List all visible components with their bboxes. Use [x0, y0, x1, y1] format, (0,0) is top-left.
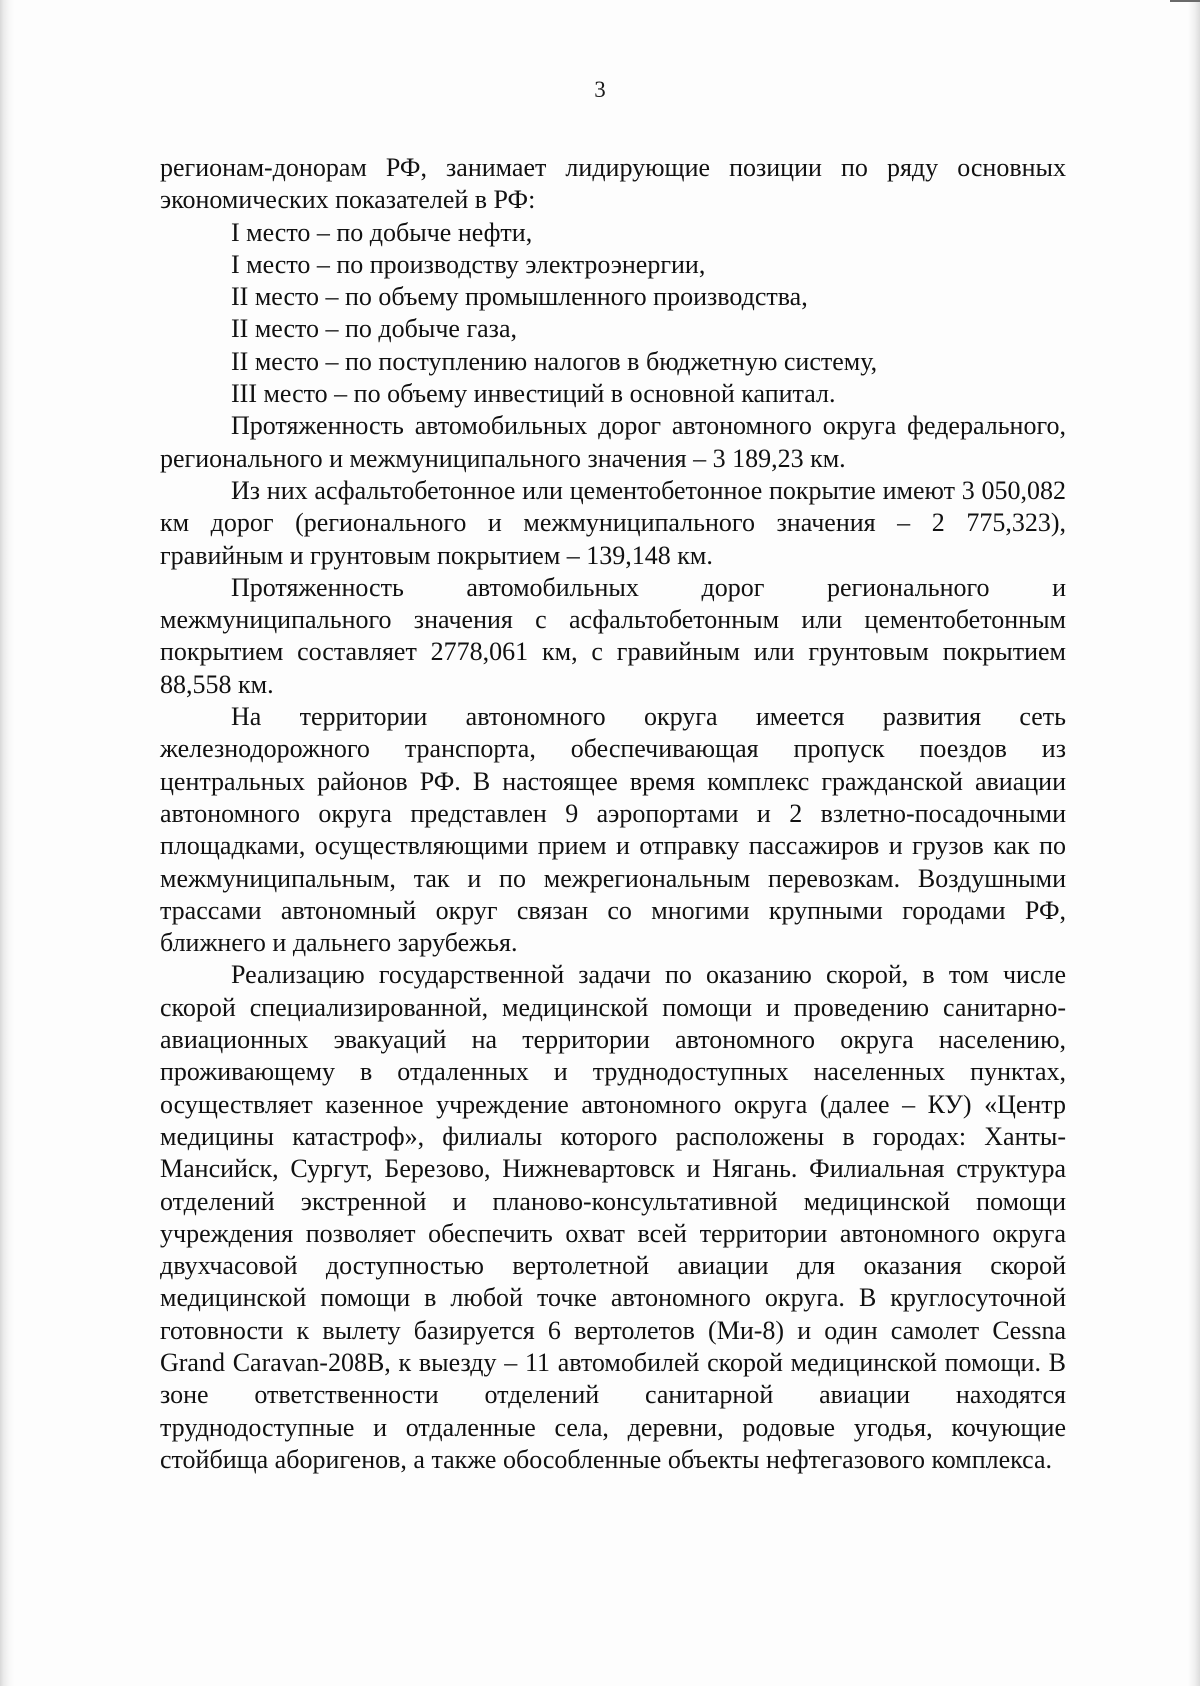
scan-top-rule [1170, 0, 1200, 2]
paragraph-transport: На территории автономного округа имеется развития сеть железнодорожного транспорта, обеспечивающая пропуск поездов из центральных районов РФ. В настоящее время комплекс гражданской авиации автономного округа представлен 9 аэропортами и 2 взлетно-посадочными площадками, осуществляющими прием и отправку пассажиров и грузов как по межмуниципальным, так и по межрегиональным перевозкам. Воздушными трассами автономный округ связан со многими крупными городами РФ, ближнего и дальнего зарубежья. [160, 702, 1066, 958]
list-item-electricity: I место – по производству электроэнергии, [231, 249, 706, 279]
list-item-industry: II место – по объему промышленного производства, [231, 282, 808, 312]
list-item-investments: III место – по объему инвестиций в основной капитал. [231, 379, 836, 409]
paragraph-intro: регионам-донорам РФ, занимает лидирующие позиции по ряду основных экономических показателей в РФ: [160, 153, 1066, 215]
scan-left-edge [0, 0, 14, 1686]
page-number: 3 [594, 77, 606, 102]
paragraph-roads-surface: Из них асфальтобетонное или цементобетонное покрытие имеют 3 050,082 км дорог (регионального и межмуниципального значения – 2 775,323), гравийным и грунтовым покрытием – 139,148 км. [160, 475, 1066, 570]
paragraph-regional-roads: Протяженность автомобильных дорог регионального и межмуниципального значения с асфальтобетонным или цементобетонным покрытием составляет 2778,061 км, с гравийным или грунтовым покрытием 88,558 км. [160, 572, 1066, 699]
scan-right-edge [1188, 0, 1200, 1686]
list-item-gas: II место – по добыче газа, [231, 314, 517, 344]
paragraph-medical-aviation: Реализацию государственной задачи по оказанию скорой, в том числе скорой специализированной, медицинской помощи и проведению санитарно-авиационных эвакуаций на территории автономного округа населению, проживающему в отдаленных и труднодоступных населенных пунктах, осуществляет казенное учреждение автономного округа (далее – КУ) «Центр медицины катастроф», филиалы которого расположены в городах: Ханты-Мансийск, Сургут, Березово, Нижневартовск и Нягань. Филиальная структура отделений экстренной и планово-консультативной медицинской помощи учреждения позволяет обеспечить охват всей территории автономного округа двухчасовой доступностью вертолетной авиации для оказания скорой медицинской помощи в любой точке автономного округа. В круглосуточной готовности к вылету базируется 6 вертолетов (Ми-8) и один самолет Cessna Grand Caravan-208B, к выезду – 11 автомобилей скорой медицинской помощи. В зоне ответственности отделений санитарной авиации находятся труднодоступные и отдаленные села, деревни, родовые угодья, кочующие стойбища аборигенов, а также обособленные объекты нефтегазового комплекса. [160, 960, 1066, 1474]
list-item-taxes: II место – по поступлению налогов в бюджетную систему, [231, 346, 878, 376]
body-text [160, 152, 1066, 1476]
paragraph-roads-length: Протяженность автомобильных дорог автономного округа федерального, регионального и межмуниципального значения – 3 189,23 км. [160, 411, 1066, 473]
list-item-oil: I место – по добыче нефти, [231, 217, 533, 247]
